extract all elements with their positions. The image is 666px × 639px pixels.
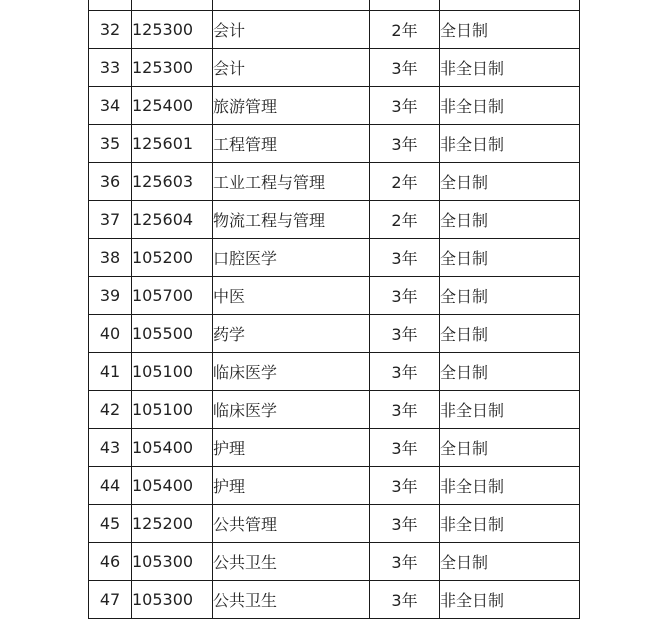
study-mode-cell [440, 353, 580, 391]
row-number: 45 [99, 514, 121, 533]
row-number: 36 [99, 172, 121, 191]
study-mode: 非全日制 [440, 591, 505, 610]
program-name-cell [213, 429, 370, 467]
program-code: 105400 [132, 438, 194, 457]
program-duration-cell [370, 239, 440, 277]
program-code: 105400 [132, 476, 194, 495]
row-number-cell [89, 201, 132, 239]
table-row [89, 315, 580, 353]
study-mode: 非全日制 [440, 135, 505, 154]
program-code-cell [132, 315, 213, 353]
program-code: 105100 [132, 400, 194, 419]
program-duration-cell [370, 391, 440, 429]
row-number-cell [89, 87, 132, 125]
program-name: 口腔医学 [213, 249, 278, 268]
row-number-cell [89, 391, 132, 429]
program-code: 125604 [132, 210, 194, 229]
program-code-cell [132, 163, 213, 201]
program-duration: 3年 [391, 515, 418, 534]
program-duration-cell [370, 581, 440, 619]
study-mode: 全日制 [440, 21, 489, 40]
program-table [88, 0, 580, 619]
program-name-cell [213, 239, 370, 277]
study-mode-cell [440, 11, 580, 49]
program-name: 中医 [213, 287, 246, 306]
table-row [89, 581, 580, 619]
study-mode-cell [440, 429, 580, 467]
row-number: 47 [99, 590, 121, 609]
study-mode: 全日制 [440, 439, 489, 458]
program-code: 125200 [132, 514, 194, 533]
program-table-body [89, 0, 580, 619]
program-code-cell [132, 543, 213, 581]
program-code: 105500 [132, 324, 194, 343]
program-duration: 3年 [391, 553, 418, 572]
row-number: 46 [99, 552, 121, 571]
table-row [89, 391, 580, 429]
study-mode-cell [440, 315, 580, 353]
study-mode: 非全日制 [440, 401, 505, 420]
row-number-cell [89, 125, 132, 163]
row-number: 33 [99, 58, 121, 77]
study-mode: 全日制 [440, 287, 489, 306]
table-row [89, 163, 580, 201]
row-number: 43 [99, 438, 121, 457]
program-code: 105300 [132, 590, 194, 609]
row-number: 42 [99, 400, 121, 419]
program-code-cell [132, 125, 213, 163]
program-duration-cell [370, 543, 440, 581]
program-duration-cell [370, 125, 440, 163]
program-duration-cell [370, 315, 440, 353]
program-name-cell [213, 87, 370, 125]
study-mode: 非全日制 [440, 515, 505, 534]
study-mode-cell [440, 125, 580, 163]
program-name-cell [213, 315, 370, 353]
table-row [89, 49, 580, 87]
program-duration: 3年 [391, 477, 418, 496]
program-code-cell [132, 201, 213, 239]
study-mode: 非全日制 [440, 59, 505, 78]
table-row [89, 87, 580, 125]
program-duration: 3年 [391, 287, 418, 306]
program-name: 公共管理 [213, 515, 278, 534]
row-number-cell [89, 429, 132, 467]
program-name: 物流工程与管理 [213, 211, 326, 230]
program-name-cell [213, 543, 370, 581]
program-code-cell [132, 353, 213, 391]
table-row [89, 11, 580, 49]
program-duration: 3年 [391, 363, 418, 382]
row-number-cell [89, 239, 132, 277]
program-duration-cell [370, 429, 440, 467]
program-code: 105300 [132, 552, 194, 571]
program-name-cell [213, 125, 370, 163]
study-mode: 全日制 [440, 363, 489, 382]
study-mode: 全日制 [440, 173, 489, 192]
row-number: 40 [99, 324, 121, 343]
program-name: 工程管理 [213, 135, 278, 154]
program-duration-cell [370, 0, 440, 11]
program-code-cell [132, 505, 213, 543]
study-mode-cell [440, 201, 580, 239]
program-name-cell [213, 505, 370, 543]
study-mode-cell [440, 543, 580, 581]
program-duration: 3年 [391, 439, 418, 458]
row-number: 44 [99, 476, 121, 495]
program-duration: 3年 [391, 249, 418, 268]
program-name: 旅游管理 [213, 97, 278, 116]
study-mode-cell [440, 49, 580, 87]
table-row [89, 543, 580, 581]
program-name: 药学 [213, 325, 246, 344]
row-number-cell [89, 277, 132, 315]
row-number-cell [89, 505, 132, 543]
row-number: 32 [99, 20, 121, 39]
program-name: 公共卫生 [213, 553, 278, 572]
study-mode-cell [440, 239, 580, 277]
study-mode: 全日制 [440, 325, 489, 344]
program-duration: 3年 [391, 591, 418, 610]
program-code-cell [132, 11, 213, 49]
table-row [89, 505, 580, 543]
program-duration: 3年 [391, 401, 418, 420]
study-mode: 非全日制 [440, 97, 505, 116]
program-duration: 2年 [391, 21, 418, 40]
program-code: 105100 [132, 362, 194, 381]
program-code-cell [132, 467, 213, 505]
program-name: 会计 [213, 21, 246, 40]
study-mode-cell [440, 391, 580, 429]
program-duration-cell [370, 87, 440, 125]
row-number-cell [89, 581, 132, 619]
program-code-cell [132, 277, 213, 315]
row-number-cell [89, 467, 132, 505]
table-row [89, 467, 580, 505]
program-duration-cell [370, 201, 440, 239]
study-mode: 全日制 [440, 553, 489, 572]
program-name: 工业工程与管理 [213, 173, 326, 192]
study-mode-cell [440, 505, 580, 543]
program-code-cell [132, 87, 213, 125]
table-row [89, 277, 580, 315]
program-code-cell [132, 391, 213, 429]
row-number-cell [89, 315, 132, 353]
program-duration: 3年 [391, 135, 418, 154]
program-code: 105200 [132, 248, 194, 267]
program-duration: 2年 [391, 211, 418, 230]
program-code: 125300 [132, 58, 194, 77]
program-code-cell [132, 239, 213, 277]
row-number-cell [89, 11, 132, 49]
study-mode: 非全日制 [440, 477, 505, 496]
program-name-cell [213, 581, 370, 619]
program-name: 会计 [213, 59, 246, 78]
program-code: 105700 [132, 286, 194, 305]
row-number: 35 [99, 134, 121, 153]
program-name-cell [213, 391, 370, 429]
program-code: 125400 [132, 96, 194, 115]
program-code: 125300 [132, 20, 194, 39]
row-number: 41 [99, 362, 121, 381]
row-number-cell [89, 353, 132, 391]
study-mode-cell [440, 581, 580, 619]
row-number: 39 [99, 286, 121, 305]
row-number: 34 [99, 96, 121, 115]
program-name: 公共卫生 [213, 591, 278, 610]
program-code-cell [132, 581, 213, 619]
program-duration-cell [370, 163, 440, 201]
table-row [89, 201, 580, 239]
study-mode: 全日制 [440, 211, 489, 230]
program-duration-cell [370, 467, 440, 505]
table-row [89, 125, 580, 163]
program-name-cell [213, 163, 370, 201]
program-duration: 3年 [391, 97, 418, 116]
program-duration: 3年 [391, 325, 418, 344]
table-row [89, 0, 580, 11]
program-duration-cell [370, 49, 440, 87]
program-duration: 3年 [391, 59, 418, 78]
program-code: 125601 [132, 134, 194, 153]
program-duration-cell [370, 353, 440, 391]
program-name-cell [213, 0, 370, 11]
row-number-cell [89, 163, 132, 201]
program-name-cell [213, 467, 370, 505]
row-number-cell [89, 0, 132, 11]
study-mode-cell [440, 467, 580, 505]
row-number-cell [89, 49, 132, 87]
program-name: 临床医学 [213, 363, 278, 382]
program-name: 临床医学 [213, 401, 278, 420]
program-name: 护理 [213, 477, 246, 496]
program-code: 125603 [132, 172, 194, 191]
row-number-cell [89, 543, 132, 581]
program-duration-cell [370, 277, 440, 315]
table-row [89, 239, 580, 277]
program-duration-cell [370, 505, 440, 543]
study-mode: 全日制 [440, 249, 489, 268]
study-mode-cell [440, 163, 580, 201]
program-name-cell [213, 11, 370, 49]
row-number: 37 [99, 210, 121, 229]
study-mode-cell [440, 87, 580, 125]
study-mode-cell [440, 0, 580, 11]
program-name-cell [213, 353, 370, 391]
program-code-cell [132, 49, 213, 87]
row-number: 38 [99, 248, 121, 267]
program-name-cell [213, 277, 370, 315]
program-name: 护理 [213, 439, 246, 458]
program-code-cell [132, 0, 213, 11]
study-mode-cell [440, 277, 580, 315]
table-row [89, 353, 580, 391]
program-duration: 2年 [391, 173, 418, 192]
program-name-cell [213, 49, 370, 87]
program-code-cell [132, 429, 213, 467]
table-row [89, 429, 580, 467]
program-duration-cell [370, 11, 440, 49]
program-name-cell [213, 201, 370, 239]
